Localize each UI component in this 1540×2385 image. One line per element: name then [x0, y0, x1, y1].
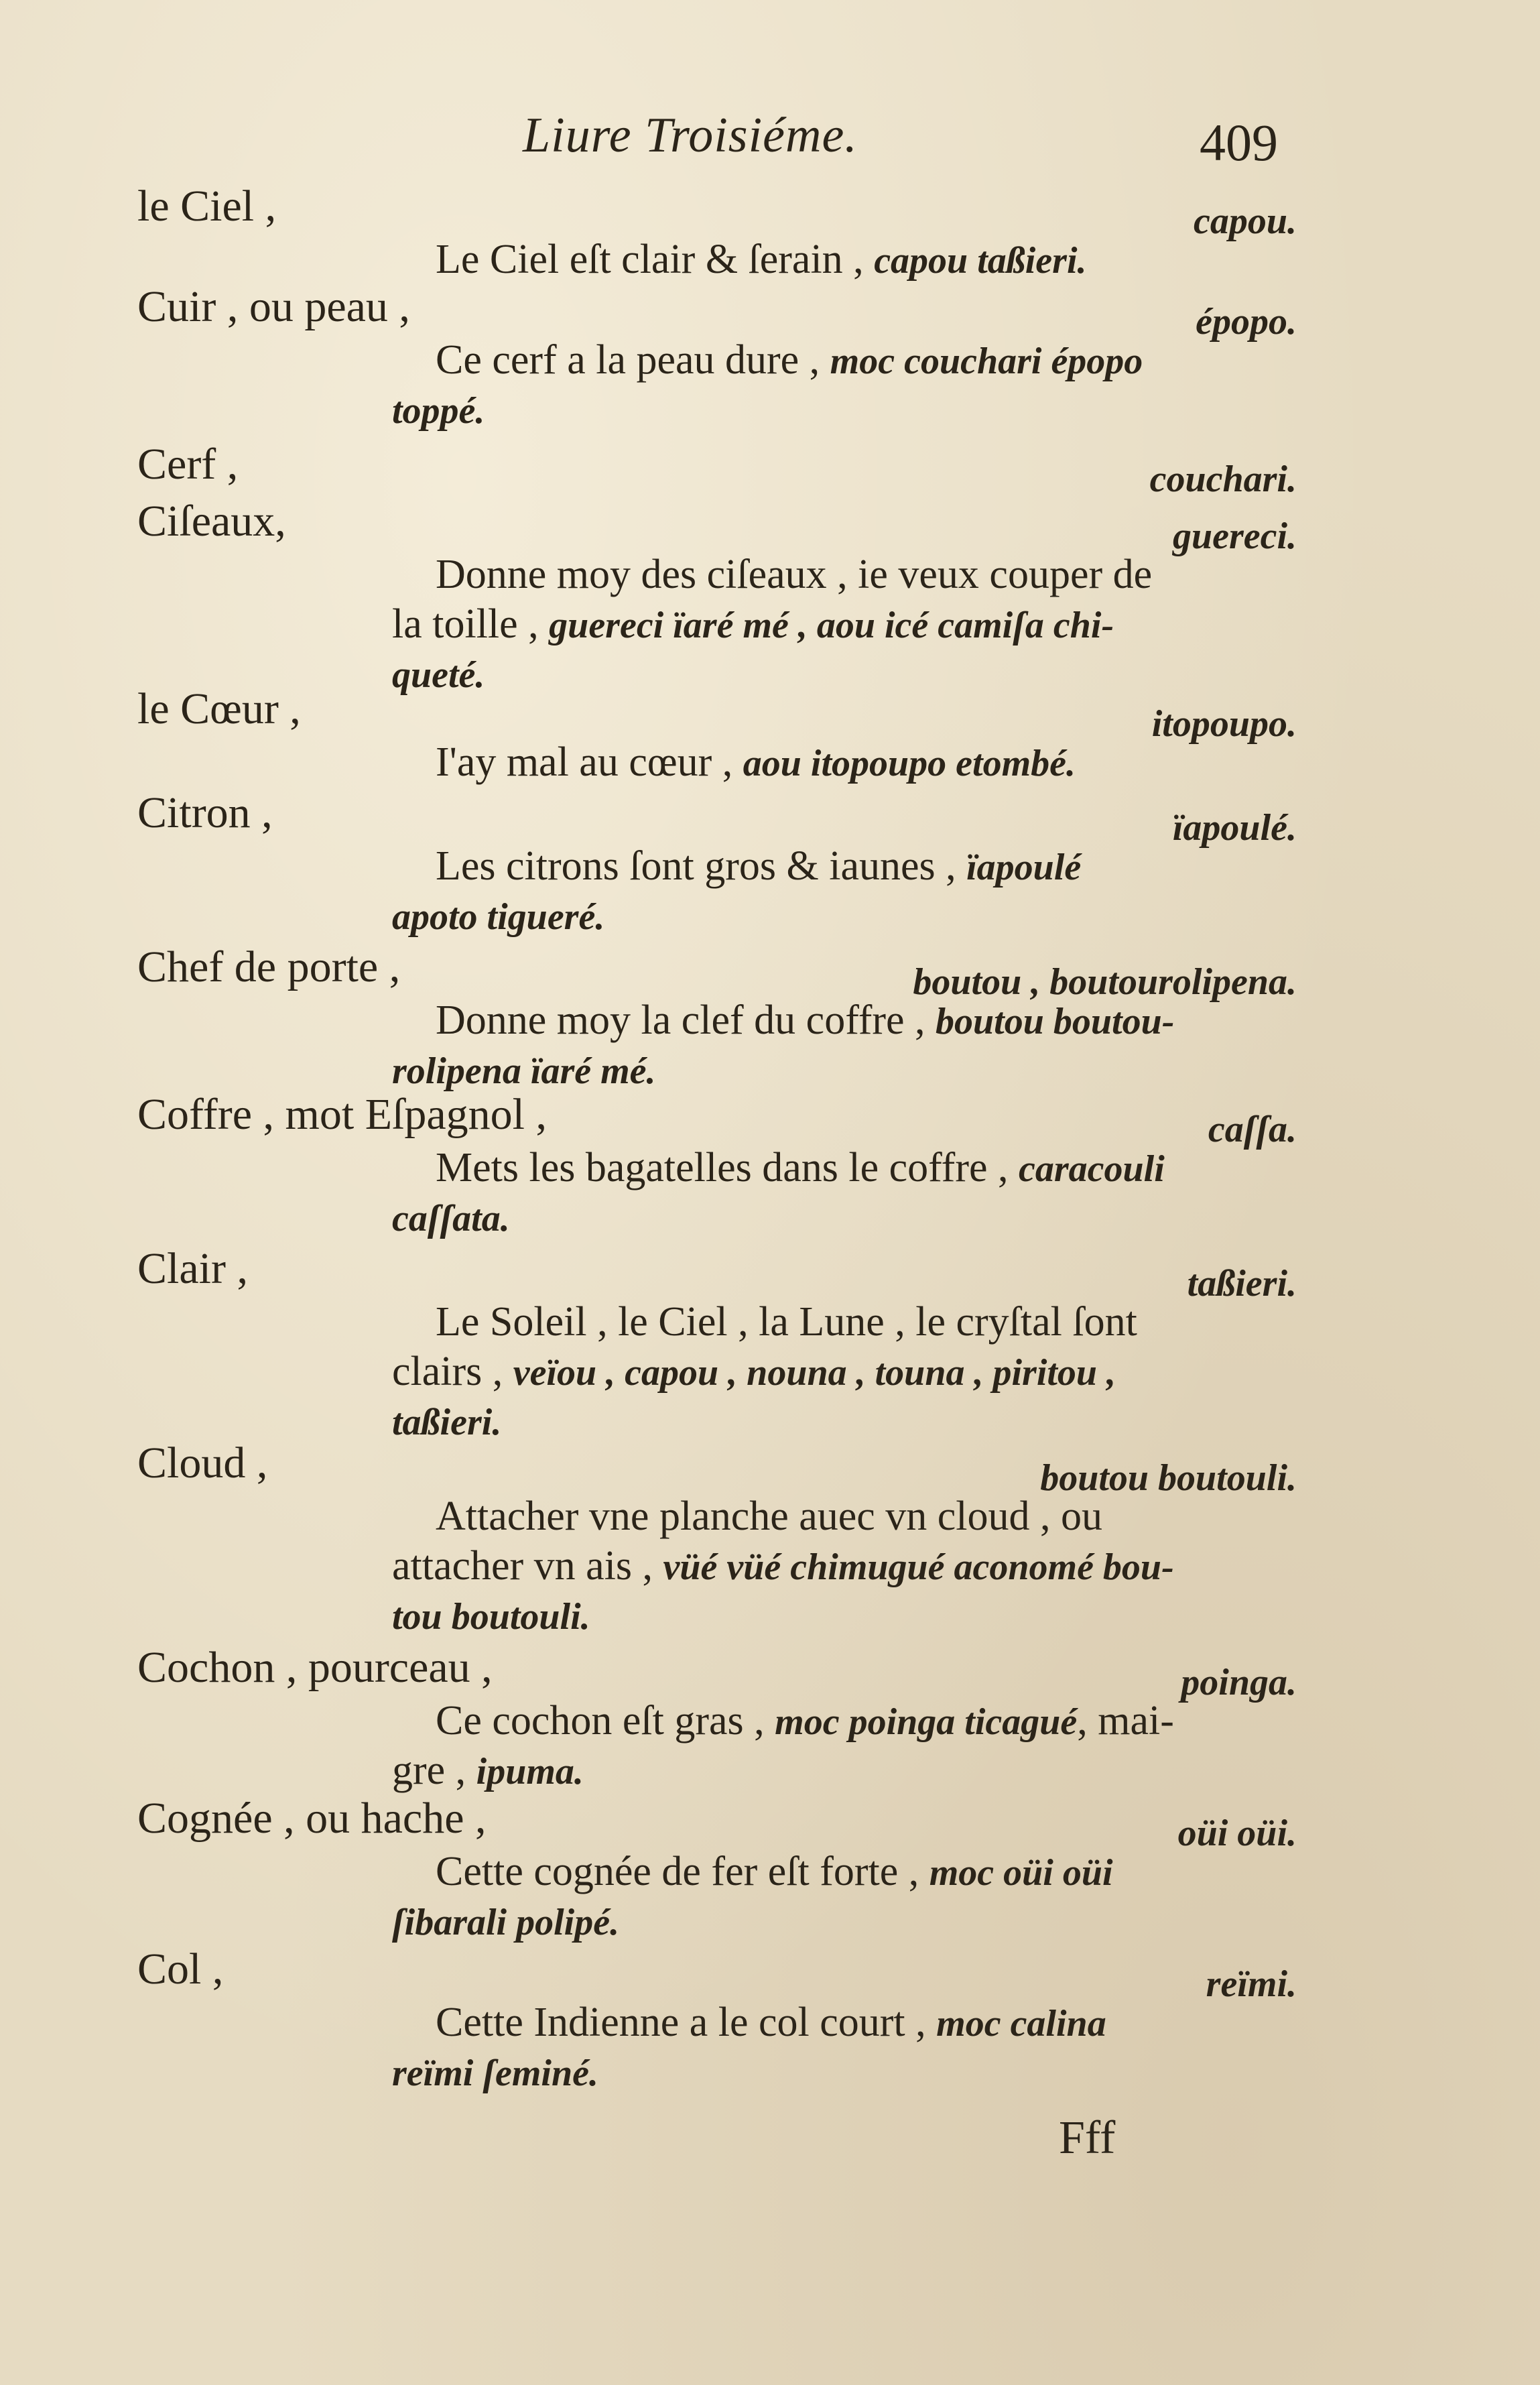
carib-text: ſibarali polipé. [392, 1902, 620, 1943]
entry-headword: le Cœur , [137, 684, 301, 733]
entry-headword: Clair , [137, 1244, 248, 1293]
entry-translation: couchari. [1149, 458, 1297, 500]
example-line [392, 386, 485, 434]
entry-translation: capou. [1194, 200, 1297, 242]
example-line [392, 2048, 598, 2096]
example-line [436, 236, 1087, 284]
entry-translation: oüi oüi. [1177, 1813, 1297, 1854]
carib-text: ipuma. [476, 1751, 584, 1792]
example-line [436, 1298, 1137, 1346]
french-text: attacher vn ais , [392, 1543, 663, 1589]
carib-text: veïou , capou , nouna , touna , piritou , [513, 1352, 1116, 1394]
signature-mark: Fff [1059, 2112, 1116, 2164]
entry-headword: Cloud , [137, 1439, 268, 1487]
entry-translation: épopo. [1196, 301, 1297, 343]
example-line [392, 1046, 656, 1094]
french-text: Attacher vne planche auec vn cloud , ou [436, 1493, 1103, 1539]
entry-headword: le Ciel , [137, 182, 277, 231]
french-text: Les citrons ſont gros & iaunes , [436, 843, 967, 889]
carib-text: reïmi ſeminé. [392, 2053, 598, 2094]
french-text: Donne moy des ciſeaux , ie veux couper de [436, 552, 1153, 597]
entry-headword: Coffre , mot Eſpagnol , [137, 1090, 548, 1139]
carib-text: moc couchari épopo [830, 341, 1143, 382]
entry-translation: caſſa. [1208, 1109, 1297, 1150]
example-line [436, 1848, 1113, 1896]
example-line [392, 1592, 590, 1640]
carib-text: moc poinga ticagué [775, 1701, 1078, 1743]
french-text: gre , [392, 1748, 476, 1793]
entry-headword: Ciſeaux, [137, 497, 286, 546]
french-text: Ce cerf a la peau dure , [436, 337, 830, 383]
example-line [392, 1194, 510, 1241]
entry-headword: Col , [137, 1945, 224, 1994]
entry-translation: poinga. [1181, 1662, 1297, 1703]
example-line [392, 1747, 584, 1794]
carib-text: guereci ïaré mé , aou icé camiſa chi- [549, 605, 1114, 646]
entry-headword: Cochon , pourceau , [137, 1643, 493, 1692]
carib-text: moc oüi oüi [929, 1852, 1113, 1894]
example-line [392, 1398, 501, 1445]
french-text: Ce cochon eſt gras , [436, 1698, 775, 1744]
french-text: clairs , [392, 1349, 513, 1394]
carib-text: queté. [392, 654, 485, 696]
example-line [436, 1999, 1106, 2046]
entry-headword: Cuir , ou peau , [137, 282, 410, 331]
example-line [436, 843, 1081, 890]
carib-text: ïapoulé [966, 847, 1082, 888]
example-line [436, 1697, 1174, 1745]
example-line [436, 551, 1152, 599]
example-line [436, 1493, 1102, 1540]
entry-headword: Chef de porte , [137, 942, 401, 991]
carib-text: caracouli [1019, 1148, 1165, 1190]
entry-translation: taßieri. [1187, 1263, 1297, 1304]
french-text: , mai- [1077, 1698, 1174, 1744]
example-line [392, 601, 1114, 648]
entry-translation: reïmi. [1206, 1963, 1297, 2005]
example-line [392, 1348, 1116, 1396]
carib-text: taßieri. [392, 1402, 502, 1443]
french-text: Le Soleil , le Ciel , la Lune , le cryſtal ſont [436, 1299, 1137, 1345]
entry-translation: ïapoulé. [1172, 807, 1297, 849]
french-text: Mets les bagatelles dans le coffre , [436, 1145, 1019, 1190]
entry-headword: Cerf , [137, 440, 239, 489]
example-line [392, 650, 485, 698]
entry-headword: Cognée , ou hache , [137, 1794, 487, 1843]
carib-text: boutou boutou- [936, 1001, 1175, 1042]
carib-text: capou taßieri. [874, 240, 1087, 282]
entry-translation: guereci. [1172, 515, 1297, 557]
carib-text: vüé vüé chimugué aconomé bou- [663, 1546, 1174, 1588]
carib-text: aou itopoupo etombé. [743, 743, 1076, 784]
entry-translation: boutou boutouli. [1040, 1457, 1297, 1499]
entry-headword: Citron , [137, 788, 273, 837]
entry-translation: itopoupo. [1151, 703, 1297, 745]
page-number: 409 [1200, 113, 1278, 172]
example-line [436, 997, 1174, 1044]
carib-text: toppé. [392, 390, 485, 432]
french-text: Cette cognée de fer eſt forte , [436, 1849, 929, 1894]
example-line [436, 1144, 1165, 1192]
french-text: Cette Indienne a le col court , [436, 2000, 937, 2045]
carib-text: tou boutouli. [392, 1596, 590, 1638]
carib-text: caſſata. [392, 1198, 510, 1239]
carib-text: moc calina [936, 2003, 1106, 2044]
french-text: Le Ciel eſt clair & ſerain , [436, 237, 875, 282]
example-line [392, 1898, 619, 1945]
french-text: la toille , [392, 601, 550, 647]
carib-text: apoto tigueré. [392, 896, 605, 938]
french-text: Donne moy la clef du coffre , [436, 997, 936, 1043]
carib-text: rolipena ïaré mé. [392, 1050, 656, 1092]
example-line [392, 892, 604, 940]
entry-translation: boutou , boutourolipena. [913, 961, 1297, 1003]
french-text: I'ay mal au cœur , [436, 739, 743, 785]
example-line [436, 739, 1076, 786]
example-line [436, 337, 1143, 384]
example-line [392, 1542, 1174, 1590]
running-header: Liure Troisiéme. [523, 108, 858, 163]
